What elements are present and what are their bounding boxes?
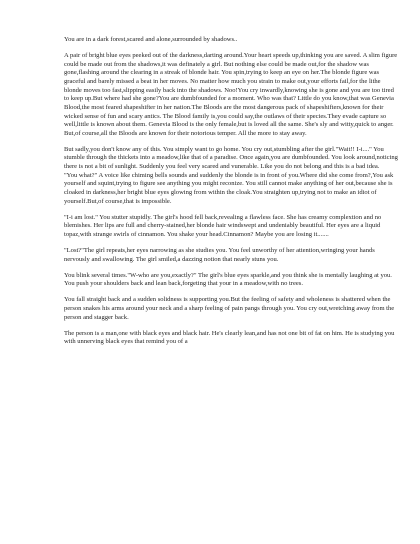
paragraph-6: "Lost?"The girl repeats,her eyes narrowing as she studies you. You feel unworthy of her attention,wringing your hands nervously and swallowing. The girl smiled,a dazzing notion that nearly stuns you. — [64, 247, 375, 263]
paragraph-4: "You what?" A voice like chiming bells sounds and suddenly the blonde is in front of you.Where did she come from?,You ask yourself and squint,trying to figure see anything you might reconize. You still cannot make anything of her out,because she is cloaked in darkness,her bright blue eyes glowing from within the cloak.You straighten up,trying not to make an idiot of yourself.But,of course,that is impossible. — [64, 171, 394, 205]
paragraph-9: The person is a man,one with black eyes and black hair. He's clearly lean,and has not one bit of fat on him. He is studying you with unnerving black eyes that remind you of a — [64, 329, 395, 346]
paragraph-7: You blink several times."W-who are you,exactly?" The girl's blue eyes sparkle,and you think she is mentally laughing at you. You push your shoulders back and lean back,forgeting that your in a meadow,with no trees. — [64, 271, 392, 288]
paragraph-3: But sadly,you don't know any of this. You simply want to go home. You cry out,stumbling after the girl."Wait!! I-i...." You stumble through the thickets into a meadow,like that of a paradise. Once again,you are dumbfounded. You look around,noticing there is not a bit of sunlight. Suddenly you feel very scared and vunerable. Like you do not belong and this is a bad idea. — [64, 145, 398, 171]
paragraph-5: "I-i am lost." You stutter stupidly. The girl's hood fell back,revealing a flawless face. She has creamy complextion and no blemishes. Her lips are full and cherry-stained,her blonde hair windswept and undeniably beautiful. Her eyes are a liquid topaz,with strange swirls of cinnamon. You shake your head.Cinnamon? Maybe you are losing it....... — [64, 213, 382, 238]
paragraph-8: You fall straight back and a sudden solidness is supporting you.But the feeling of safety and wholeness is shattered when the person snakes his arms around your neck and a sharp feeling of pain pangs through you. You cry out,wretching away from the person and stagger back. — [64, 296, 395, 321]
paragraph-1: You are in a dark forest,scared and alone,surrounded by shadows.. — [64, 36, 238, 43]
paragraph-2: A pair of bright blue eyes peeked out of the darkness,darting around.Your heart speeds up,thinking you are saved. A slim figure could be made out from the shadows,it was definately a girl. But nothing else could be made out,for the shadow was gone,flashing around the clearing in a streak of blonde hair. You spin,trying to keep an eye on her.The blonde figure was graceful and barely missed a beat in her moves. No matter how much you strain to make out,your efforts fail,for the lithe blonde moves too fast,slipping easily back into the shadows. Noo!You cry inwardly,knowing she is gone and you are too tired to keep up.But where had she gone?You are dumbfounded for a moment. Who was that? Little do you know,that was Genevia Blood,the most feared shapeshifter in her nation.The Bloods are the most dangerous pack of shapeshifters,known for their wicked sense of fun and scary antics. The Blood family is,you could say,the outlaws of their species.They evade capture so well,little is known about them. Genevia Blood is the only female,but is loved all the same. She's sly and witty,quick to anger. But,of course,all the Bloods are known for their notorious temper. All the more to stay away. — [64, 52, 398, 137]
